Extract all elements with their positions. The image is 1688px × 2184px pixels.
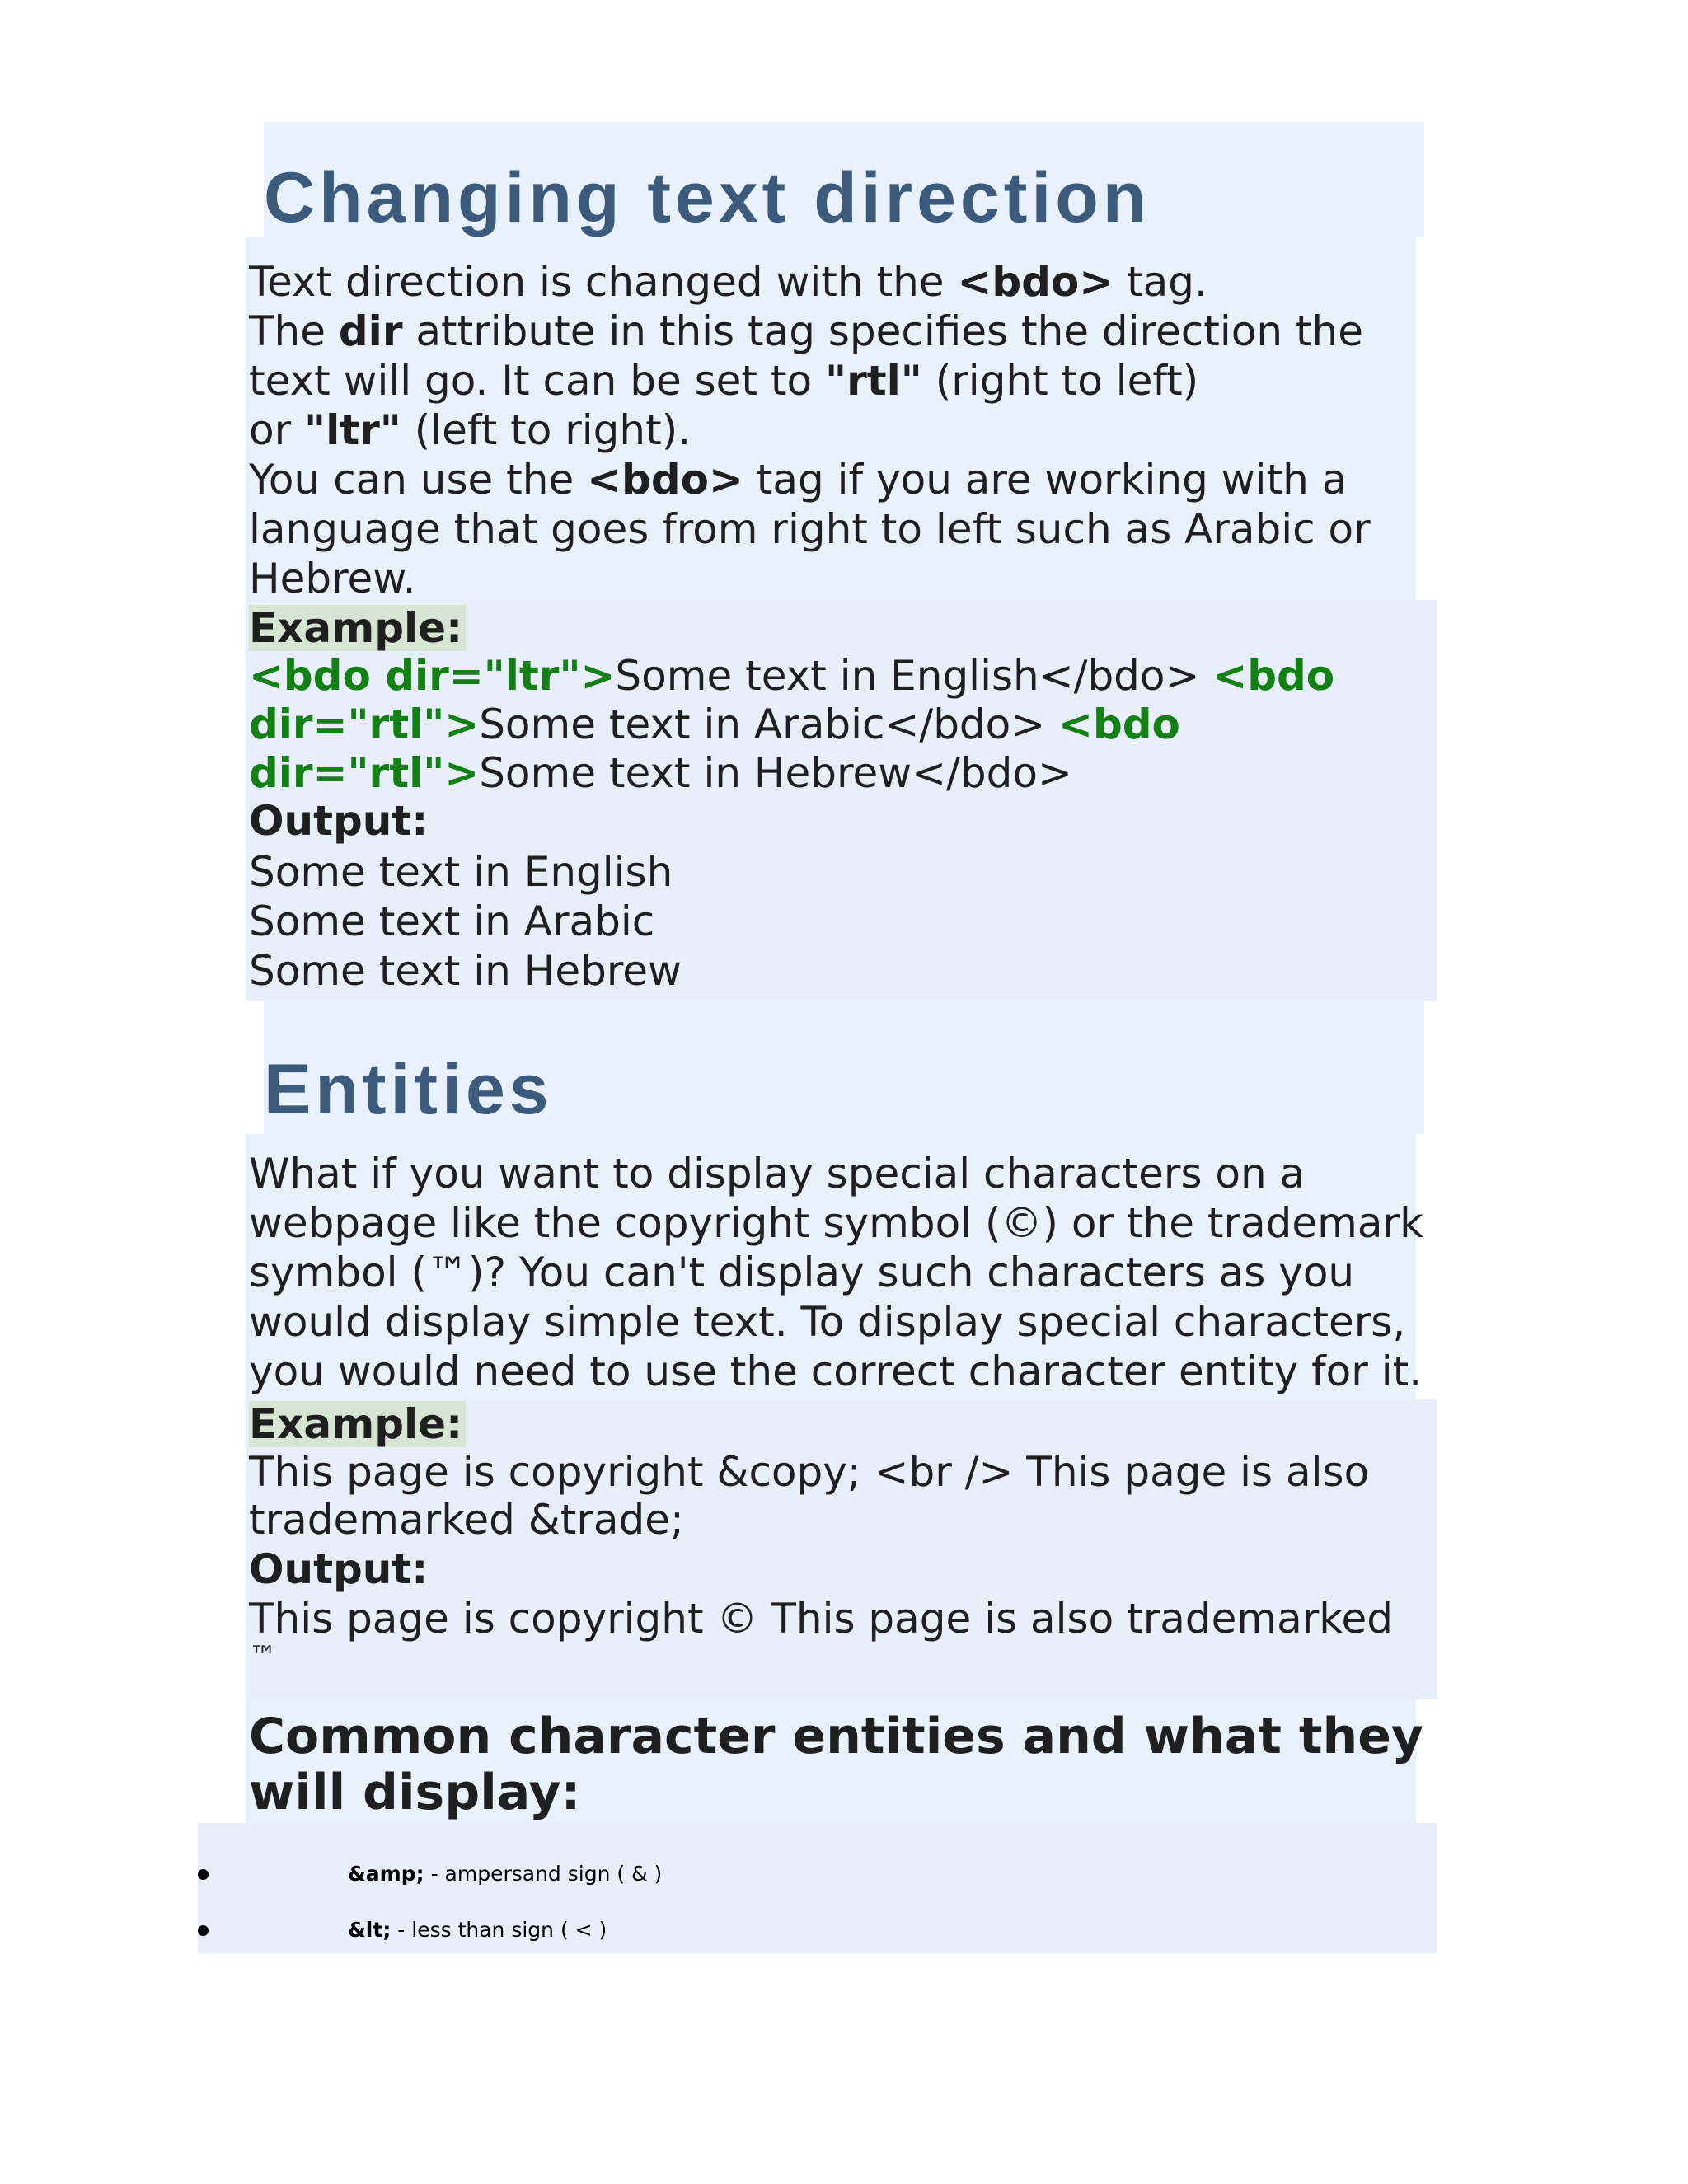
list-item [198,1915,1434,1948]
paragraph-line: Hebrew. [249,555,416,602]
bullet-icon [198,1925,209,1936]
subheading-line: Common character entities and what they [249,1708,1424,1765]
output-line: Some text in Hebrew [249,947,682,995]
code-line: <bdo dir="ltr">Some text in English</bdo> <bdo [249,652,1335,700]
example-line: trademarked &trade; [249,1496,684,1544]
list-item-text: &amp; - ampersand sign ( & ) [348,1862,663,1886]
paragraph-line: You can use the <bdo> tag if you are working with a [249,456,1348,504]
paragraph-line: you would need to use the correct character entity for it. [249,1347,1423,1395]
output-label: Output: [249,1545,429,1593]
paragraph-line: The dir attribute in this tag specifies the direction the [249,307,1363,355]
bullet-icon [198,1869,209,1880]
output-line: This page is copyright © This page is also trademarked [249,1595,1393,1643]
example-line: This page is copyright &copy; <br /> This page is also [249,1448,1370,1496]
paragraph-line: webpage like the copyright symbol (©) or the trademark [249,1199,1424,1247]
subheading-line: will display: [249,1764,581,1821]
output-label: Output: [249,797,429,845]
code-line: dir="rtl">Some text in Hebrew</bdo> [249,749,1072,797]
output-line: Some text in Arabic [249,898,655,945]
paragraph-line: What if you want to display special characters on a [249,1150,1306,1197]
output-line: Some text in English [249,848,673,896]
section-heading-text-direction: Changing text direction [264,158,1151,237]
paragraph-line: or "ltr" (left to right). [249,406,692,454]
paragraph-line: Text direction is changed with the <bdo> tag. [249,258,1207,306]
paragraph-line: language that goes from right to left such as Arabic or [249,505,1371,553]
code-line: dir="rtl">Some text in Arabic</bdo> <bdo [249,701,1180,748]
example-label: Example: [249,605,466,651]
paragraph-line: symbol (™)? You can't display such characters as you [249,1249,1355,1296]
list-item-text: &lt; - less than sign ( < ) [348,1918,607,1942]
section-heading-entities: Entities [264,1050,553,1129]
example-label: Example: [249,1401,466,1447]
paragraph-line: would display simple text. To display special characters, [249,1298,1406,1346]
output-line-trademark: ™ [249,1640,277,1673]
paragraph-line: text will go. It can be set to "rtl" (right to left) [249,357,1199,405]
list-item [198,1859,1434,1892]
